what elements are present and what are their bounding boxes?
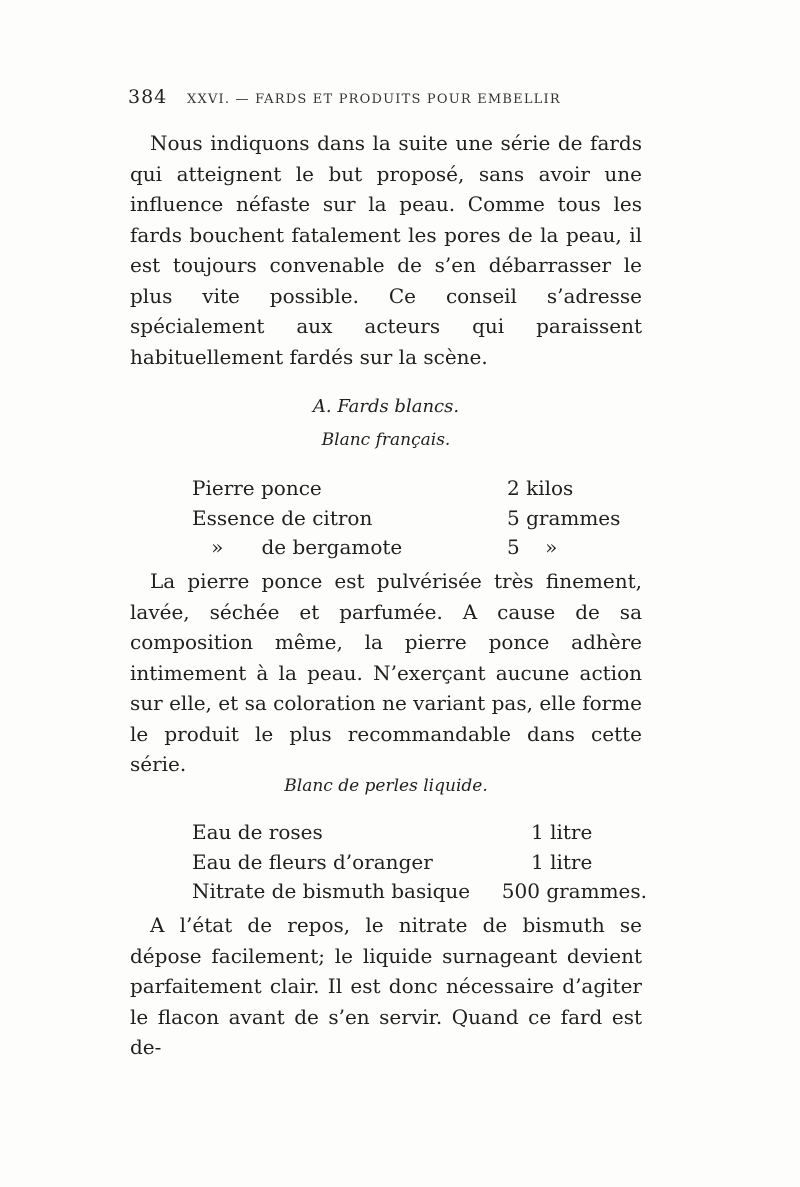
paragraph-3-text: A l’état de repos, le nitrate de bismuth se dépose facilement; le liquide surnageant devient parfaitement clair. Il est donc nécessaire d’agiter le flacon avant de s’en servir. Quand ce fard est de- [130,913,642,1059]
recipe-1-table [192,474,647,563]
recipe-2-title: Blanc de perles liquide. [284,776,488,796]
ingredient: Essence de citron [192,505,373,530]
ingredient: Nitrate de bismuth basique [192,879,471,903]
recipe-row [192,533,647,563]
recipe-row [192,474,647,504]
ingredient: » de bergamote [192,535,403,559]
page-number: 384 [128,86,168,108]
recipe-1-title: Blanc français. [321,430,451,450]
quantity: 500 grammes. [501,879,647,903]
recipe-row [192,848,647,878]
ingredient: Pierre ponce [192,476,322,500]
paragraph-3 [130,910,642,1063]
chapter-title: XXVI. — FARDS ET PRODUITS POUR EMBELLIR [187,92,561,107]
paragraph-2-text: La pierre ponce est pulvérisée très finement, lavée, séchée et parfumée. A cause de sa composition même, la pierre ponce adhère intimement à la peau. N’exerçant aucune action sur elle, et sa coloration ne variant pas, elle forme le produit le plus recommandable dans cette série. [130,569,642,776]
quantity: 1 litre [531,820,593,844]
quantity: 5 grammes [507,505,621,530]
recipe-row [192,504,647,534]
ingredient: Eau de roses [192,820,323,844]
intro-paragraph [130,128,642,372]
quantity: 1 litre [531,849,593,874]
recipe-row [192,877,647,907]
quantity: 5 » [507,535,558,559]
intro-text: Nous indiquons dans la suite une série de fards qui atteignent le but proposé, sans avoir une influence néfaste sur la peau. Comme tous les fards bouchent fatalement les pores de la peau, il est toujours convenable de s’en débarrasser le plus vite possible. Ce conseil s’adresse spécialement aux acteurs qui paraissent habituellement fardés sur la scène. [130,131,642,369]
ingredient: Eau de fleurs d’oranger [192,849,433,874]
section-heading: A. Fards blancs. [312,396,460,417]
recipe-row [192,818,647,848]
quantity: 2 kilos [507,476,574,500]
paragraph-2 [130,566,642,780]
running-header [128,86,648,108]
recipe-2-table [192,818,647,907]
